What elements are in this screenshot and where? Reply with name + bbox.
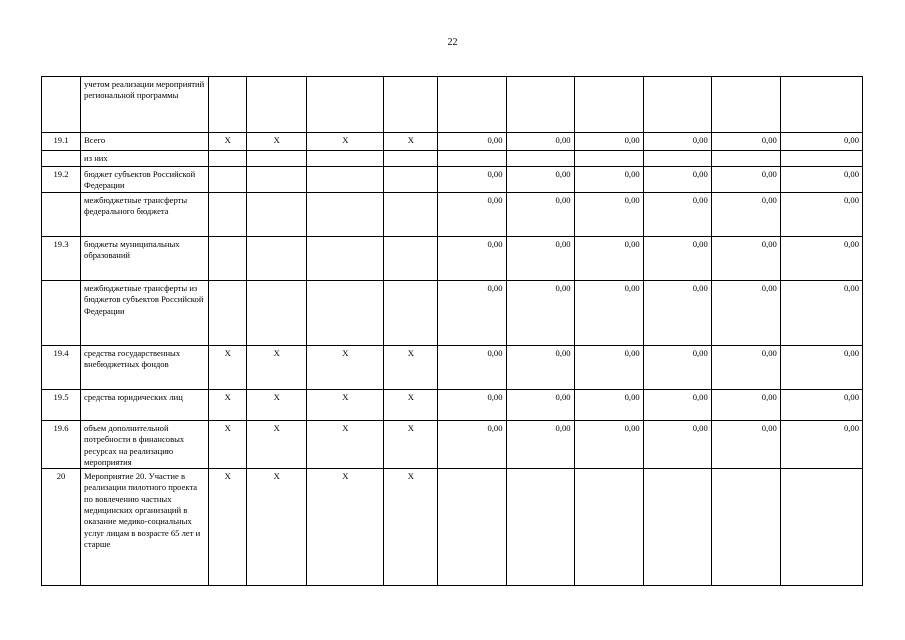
page-number: 22 — [447, 37, 458, 48]
value-cell — [643, 151, 711, 167]
value-cell: 0,00 — [780, 167, 862, 193]
description-cell: средства государственных внебюджетных фондов — [81, 346, 209, 390]
x-mark-cell — [247, 281, 307, 346]
value-cell: 0,00 — [711, 193, 780, 237]
table-row — [42, 469, 863, 586]
value-cell: 0,00 — [438, 421, 506, 469]
value-cell — [574, 469, 643, 586]
x-mark-cell — [247, 151, 307, 167]
table-row — [42, 281, 863, 346]
value-cell: 0,00 — [780, 346, 862, 390]
value-cell — [438, 469, 506, 586]
row-number-cell — [42, 151, 81, 167]
value-cell: 0,00 — [506, 421, 574, 469]
description-cell: объем дополнительной потребности в финансовых ресурсах на реализацию мероприятия — [81, 421, 209, 469]
table-row — [42, 390, 863, 421]
value-cell — [780, 469, 862, 586]
value-cell: 0,00 — [643, 281, 711, 346]
description-cell: бюджет субъектов Российской Федерации — [81, 167, 209, 193]
description-cell: учетом реализации мероприятий региональной программы — [81, 77, 209, 133]
x-mark-cell — [209, 151, 247, 167]
x-mark-cell: X — [384, 421, 438, 469]
table-row — [42, 237, 863, 281]
value-cell: 0,00 — [643, 346, 711, 390]
value-cell — [574, 151, 643, 167]
x-mark-cell — [384, 167, 438, 193]
value-cell: 0,00 — [711, 281, 780, 346]
table-body — [42, 77, 863, 586]
x-mark-cell: X — [307, 390, 384, 421]
x-mark-cell — [247, 193, 307, 237]
description-cell: межбюджетные трансферты из бюджетов субъектов Российской Федерации — [81, 281, 209, 346]
x-mark-cell — [384, 193, 438, 237]
value-cell: 0,00 — [643, 133, 711, 151]
value-cell: 0,00 — [574, 281, 643, 346]
value-cell: 0,00 — [643, 237, 711, 281]
value-cell — [506, 77, 574, 133]
description-cell: Мероприятие 20. Участие в реализации пилотного проекта по вовлечению частных медицинских организаций в оказание медико-социальных услуг лицам в возрасте 65 лет и старше — [81, 469, 209, 586]
x-mark-cell: X — [384, 390, 438, 421]
value-cell: 0,00 — [711, 346, 780, 390]
budget-table — [41, 76, 863, 586]
value-cell: 0,00 — [506, 167, 574, 193]
x-mark-cell — [209, 193, 247, 237]
value-cell: 0,00 — [574, 193, 643, 237]
value-cell: 0,00 — [711, 390, 780, 421]
value-cell: 0,00 — [643, 193, 711, 237]
description-cell: межбюджетные трансферты федерального бюджета — [81, 193, 209, 237]
value-cell — [574, 77, 643, 133]
row-number-cell — [42, 281, 81, 346]
row-number-cell — [42, 77, 81, 133]
value-cell: 0,00 — [780, 421, 862, 469]
table-row — [42, 193, 863, 237]
x-mark-cell — [384, 281, 438, 346]
table-row — [42, 346, 863, 390]
value-cell: 0,00 — [574, 133, 643, 151]
x-mark-cell: X — [307, 133, 384, 151]
value-cell: 0,00 — [574, 346, 643, 390]
value-cell: 0,00 — [574, 237, 643, 281]
x-mark-cell — [307, 281, 384, 346]
x-mark-cell — [384, 77, 438, 133]
x-mark-cell: X — [247, 469, 307, 586]
value-cell: 0,00 — [506, 390, 574, 421]
x-mark-cell: X — [209, 421, 247, 469]
value-cell: 0,00 — [780, 133, 862, 151]
value-cell: 0,00 — [506, 133, 574, 151]
value-cell: 0,00 — [780, 237, 862, 281]
x-mark-cell — [384, 237, 438, 281]
value-cell: 0,00 — [711, 421, 780, 469]
description-cell: средства юридических лиц — [81, 390, 209, 421]
value-cell — [438, 151, 506, 167]
x-mark-cell: X — [247, 390, 307, 421]
table-row — [42, 133, 863, 151]
table-row — [42, 77, 863, 133]
value-cell — [711, 77, 780, 133]
value-cell: 0,00 — [506, 193, 574, 237]
x-mark-cell — [307, 77, 384, 133]
x-mark-cell: X — [384, 133, 438, 151]
value-cell: 0,00 — [574, 167, 643, 193]
value-cell — [780, 151, 862, 167]
row-number-cell: 20 — [42, 469, 81, 586]
description-cell: Всего — [81, 133, 209, 151]
x-mark-cell — [307, 151, 384, 167]
value-cell — [780, 77, 862, 133]
row-number-cell: 19.3 — [42, 237, 81, 281]
value-cell: 0,00 — [711, 133, 780, 151]
value-cell: 0,00 — [438, 346, 506, 390]
value-cell — [711, 151, 780, 167]
x-mark-cell: X — [307, 346, 384, 390]
value-cell: 0,00 — [643, 421, 711, 469]
x-mark-cell — [247, 167, 307, 193]
x-mark-cell: X — [209, 346, 247, 390]
x-mark-cell: X — [247, 421, 307, 469]
value-cell: 0,00 — [506, 237, 574, 281]
x-mark-cell — [307, 167, 384, 193]
value-cell: 0,00 — [506, 346, 574, 390]
value-cell — [711, 469, 780, 586]
value-cell: 0,00 — [780, 281, 862, 346]
x-mark-cell — [307, 193, 384, 237]
x-mark-cell — [384, 151, 438, 167]
x-mark-cell: X — [209, 390, 247, 421]
x-mark-cell: X — [384, 346, 438, 390]
row-number-cell: 19.6 — [42, 421, 81, 469]
x-mark-cell: X — [384, 469, 438, 586]
value-cell: 0,00 — [780, 390, 862, 421]
value-cell: 0,00 — [643, 390, 711, 421]
value-cell: 0,00 — [574, 421, 643, 469]
value-cell: 0,00 — [438, 390, 506, 421]
x-mark-cell — [209, 237, 247, 281]
row-number-cell: 19.1 — [42, 133, 81, 151]
value-cell: 0,00 — [711, 237, 780, 281]
table-row — [42, 167, 863, 193]
description-cell: бюджеты муниципальных образований — [81, 237, 209, 281]
x-mark-cell — [209, 281, 247, 346]
value-cell: 0,00 — [780, 193, 862, 237]
value-cell: 0,00 — [438, 133, 506, 151]
row-number-cell: 19.5 — [42, 390, 81, 421]
x-mark-cell — [247, 237, 307, 281]
value-cell: 0,00 — [506, 281, 574, 346]
row-number-cell — [42, 193, 81, 237]
value-cell: 0,00 — [643, 167, 711, 193]
x-mark-cell: X — [247, 133, 307, 151]
value-cell: 0,00 — [574, 390, 643, 421]
value-cell — [506, 469, 574, 586]
x-mark-cell: X — [307, 469, 384, 586]
x-mark-cell — [209, 167, 247, 193]
value-cell: 0,00 — [711, 167, 780, 193]
value-cell: 0,00 — [438, 167, 506, 193]
x-mark-cell: X — [209, 469, 247, 586]
x-mark-cell: X — [209, 133, 247, 151]
table-row — [42, 421, 863, 469]
x-mark-cell: X — [307, 421, 384, 469]
x-mark-cell — [247, 77, 307, 133]
row-number-cell: 19.2 — [42, 167, 81, 193]
x-mark-cell: X — [247, 346, 307, 390]
value-cell: 0,00 — [438, 237, 506, 281]
value-cell — [438, 77, 506, 133]
value-cell — [506, 151, 574, 167]
row-number-cell: 19.4 — [42, 346, 81, 390]
x-mark-cell — [307, 237, 384, 281]
description-cell: из них — [81, 151, 209, 167]
x-mark-cell — [209, 77, 247, 133]
table-row — [42, 151, 863, 167]
value-cell — [643, 77, 711, 133]
value-cell — [643, 469, 711, 586]
value-cell: 0,00 — [438, 193, 506, 237]
value-cell: 0,00 — [438, 281, 506, 346]
